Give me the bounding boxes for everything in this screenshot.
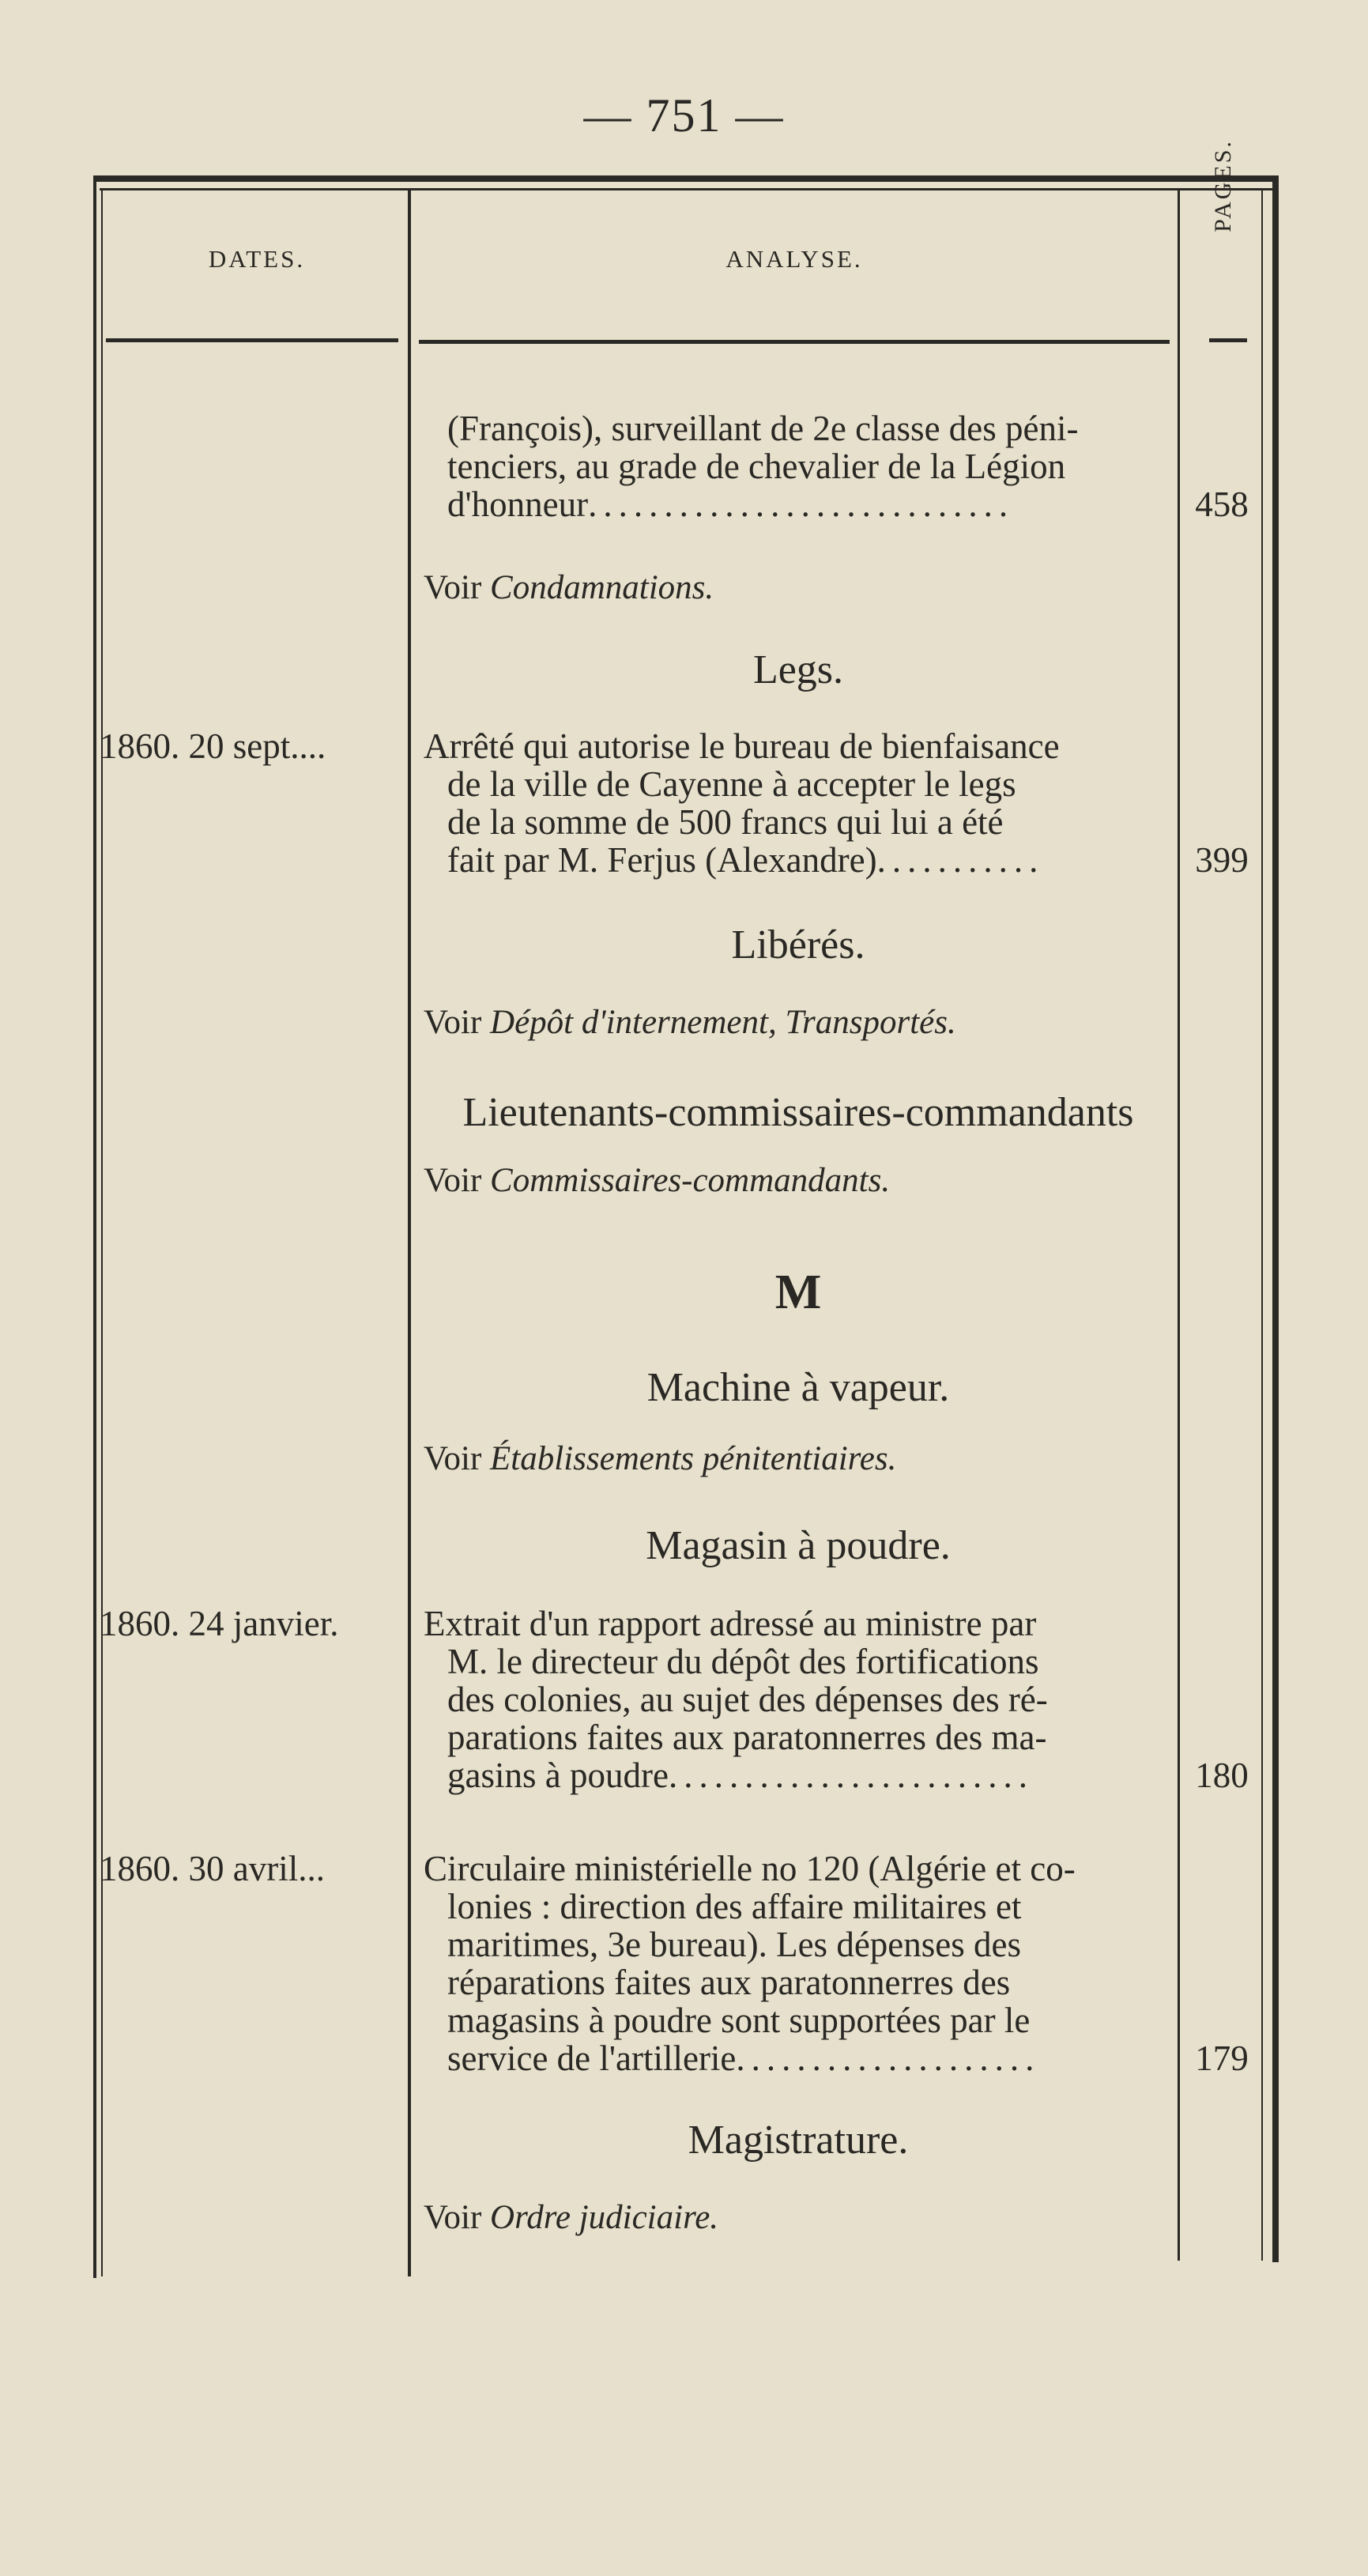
- header-underline-dates: [106, 338, 398, 342]
- leader-dots: ....................: [736, 2039, 1041, 2078]
- entry-line: lonies : direction des affaire militaires et: [447, 1887, 1022, 1926]
- left-border-outer: [93, 175, 96, 2278]
- left-border-inner: [101, 190, 103, 2276]
- column-divider-dates: [408, 190, 411, 2276]
- see-target: Ordre judiciaire.: [490, 2199, 719, 2236]
- leader-dots: ...........: [876, 840, 1045, 880]
- section-heading: Libérés.: [731, 922, 865, 967]
- entry-text: gasins à poudre: [447, 1756, 669, 1795]
- right-border-outer: [1272, 175, 1279, 2262]
- entry-date: 1860. 20 sept....: [100, 726, 326, 766]
- section-heading: Magistrature.: [688, 2118, 909, 2163]
- section-heading: Legs.: [752, 647, 844, 692]
- page-number: — 751 —: [583, 89, 785, 141]
- page-ref: 180: [1195, 1756, 1249, 1795]
- entry-line: Arrêté qui autorise le bureau de bienfaisance: [424, 726, 1060, 766]
- entry-text: fait par M. Ferjus (Alexandre): [447, 840, 877, 880]
- section-heading: Magasin à poudre.: [646, 1523, 951, 1568]
- entry-line: [447, 2039, 1040, 2077]
- header-underline-pages: [1209, 338, 1247, 342]
- header-pages: PAGES.: [1210, 139, 1236, 232]
- see-target: Commissaires-commandants.: [490, 1162, 891, 1199]
- see-target: Établissements pénitentiaires.: [490, 1440, 897, 1477]
- leader-dots: ........................: [668, 1756, 1034, 1795]
- header-analyse: ANALYSE.: [725, 245, 863, 273]
- entry-line: tenciers, au grade de chevalier de la Légion: [447, 447, 1066, 486]
- entry-text: service de l'artillerie: [447, 2039, 737, 2078]
- entry-line: [447, 841, 1044, 879]
- right-border-inner: [1261, 190, 1263, 2261]
- entry-text: d'honneur: [447, 485, 589, 524]
- see-reference: Voir Ordre judiciaire.: [424, 2199, 719, 2236]
- entry-line: [447, 1756, 1034, 1794]
- entry-line: magasins à poudre sont supportées par le: [447, 2001, 1031, 2040]
- entry-line: de la ville de Cayenne à accepter le legs: [447, 764, 1016, 804]
- page-ref: 458: [1195, 485, 1249, 524]
- entry-date: 1860. 30 avril...: [100, 1849, 325, 1888]
- see-reference: Voir Établissements pénitentiaires.: [424, 1440, 897, 1477]
- section-heading: Machine à vapeur.: [646, 1365, 950, 1410]
- entry-line: maritimes, 3e bureau). Les dépenses des: [447, 1925, 1021, 1964]
- alphabet-letter: M: [774, 1265, 822, 1319]
- see-reference: Voir Condamnations.: [424, 569, 714, 606]
- entry-line: réparations faites aux paratonnerres des: [447, 1963, 1011, 2002]
- entry-line: Circulaire ministérielle no 120 (Algérie et co-: [424, 1849, 1076, 1888]
- entry-date: 1860. 24 janvier.: [100, 1604, 339, 1643]
- header-dates: DATES.: [208, 245, 306, 273]
- section-heading: Lieutenants-commissaires-commandants: [462, 1090, 1134, 1135]
- top-rule-thin: [100, 188, 1279, 190]
- entry-line: M. le directeur du dépôt des fortifications: [447, 1642, 1039, 1681]
- entry-line: des colonies, au sujet des dépenses des ré-: [447, 1680, 1048, 1719]
- page-ref: 399: [1195, 840, 1249, 880]
- entry-line: de la somme de 500 francs qui lui a été: [447, 802, 1004, 842]
- see-target: Condamnations.: [490, 569, 714, 606]
- leader-dots: ............................: [588, 485, 1015, 524]
- column-divider-pages: [1178, 190, 1180, 2261]
- entry-line: (François), surveillant de 2e classe des péni-: [447, 409, 1079, 448]
- page-ref: 179: [1195, 2039, 1249, 2078]
- see-reference: Voir Dépôt d'internement, Transportés.: [424, 1004, 956, 1041]
- header-underline-analyse: [419, 340, 1170, 344]
- see-target: Dépôt d'internement, Transportés.: [490, 1004, 956, 1041]
- top-rule-thick: [93, 175, 1279, 182]
- entry-line: parations faites aux paratonnerres des ma-: [447, 1718, 1047, 1757]
- entry-line: [447, 485, 1014, 523]
- see-reference: Voir Commissaires-commandants.: [424, 1162, 891, 1199]
- entry-line: Extrait d'un rapport adressé au ministre par: [424, 1604, 1037, 1643]
